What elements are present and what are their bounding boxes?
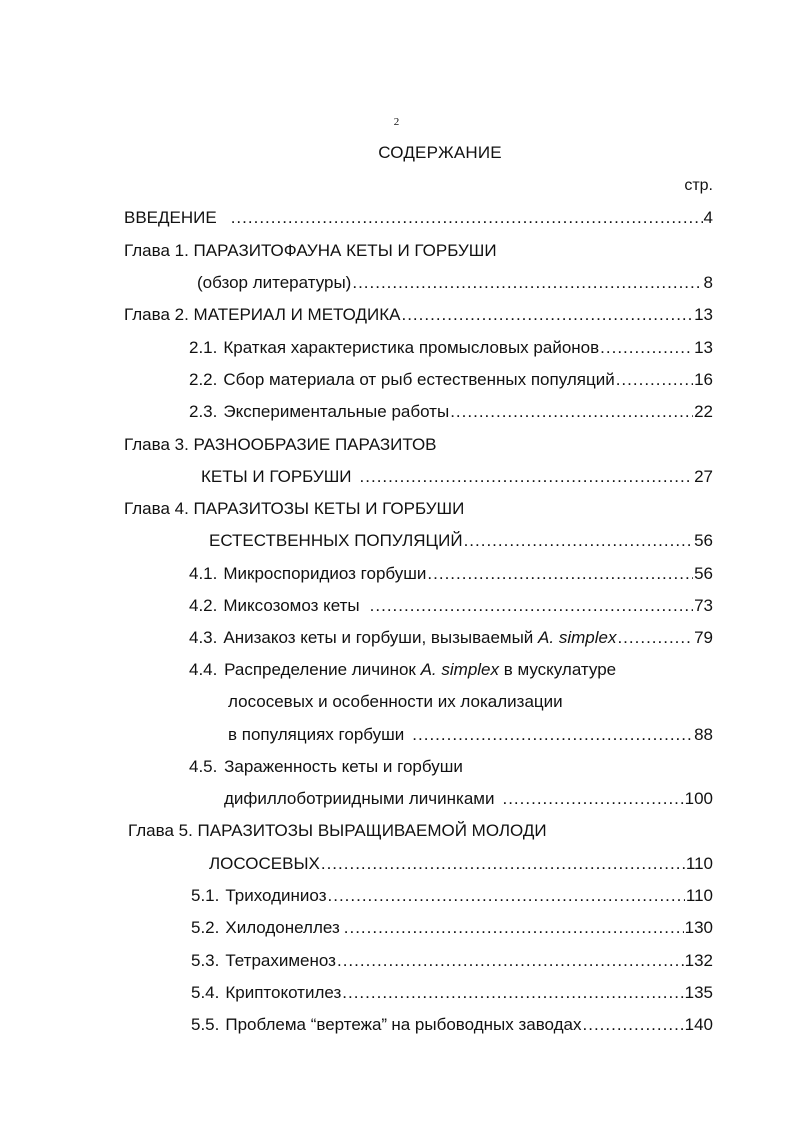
- toc-entry-page: 27: [694, 467, 713, 486]
- toc-entry-page: 130: [684, 918, 713, 937]
- toc-entry-page: 22: [694, 402, 713, 421]
- page-column-label: стр.: [684, 177, 713, 194]
- toc-entry-ch3-title: Глава 3. РАЗНООБРАЗИЕ ПАРАЗИТОВ: [124, 435, 437, 454]
- toc-entry-title: Экспериментальные работы: [223, 402, 450, 421]
- species-name: A. simplex: [538, 628, 617, 647]
- toc-entry-page: 132: [684, 951, 713, 970]
- toc-leader-dots: [502, 788, 683, 810]
- toc-entry-page: 16: [694, 370, 713, 389]
- toc-entry-5-4: [191, 982, 713, 1004]
- toc-entry-5-5: [191, 1014, 713, 1036]
- toc-entry-page: 4: [703, 208, 713, 227]
- toc-entry-title: Триходиниоз: [225, 886, 327, 905]
- toc-entry-2-3: [189, 401, 713, 423]
- toc-entry-title: в популяциях горбуши: [228, 725, 405, 744]
- toc-entry-number: 5.5.: [191, 1015, 220, 1034]
- toc-entry-number: 2.3.: [189, 402, 218, 421]
- toc-entry-page: 13: [694, 305, 713, 324]
- toc-leader-dots: [617, 627, 693, 649]
- toc-entry-title: дифиллоботриидными личинками: [224, 789, 495, 808]
- toc-entry-number: 2.2.: [189, 370, 218, 389]
- toc-leader-dots: [360, 466, 694, 488]
- toc-entry-page: 110: [685, 886, 713, 905]
- species-name: A. simplex: [420, 660, 500, 679]
- toc-entry-number: 5.2.: [191, 918, 220, 937]
- toc-entry-4-4-line3: [228, 724, 713, 746]
- toc-leader-dots: [370, 595, 693, 617]
- toc-entry-5-1: [191, 885, 713, 907]
- toc-entry-title: Криптокотилез: [225, 983, 342, 1002]
- toc-entry-page: 79: [694, 628, 713, 647]
- toc-entry-title: [223, 627, 616, 649]
- toc-entry-page: 100: [684, 789, 713, 808]
- toc-leader-dots: [328, 885, 685, 907]
- toc-leader-dots: [231, 207, 703, 229]
- page-title: СОДЕРЖАНИЕ: [378, 143, 502, 162]
- toc-entry-page: 73: [694, 596, 713, 615]
- toc-leader-dots: [427, 563, 693, 585]
- toc-entry-ch5-title: Глава 5. ПАРАЗИТОЗЫ ВЫРАЩИВАЕМОЙ МОЛОДИ: [128, 821, 547, 840]
- toc-entry-number: 4.1.: [189, 564, 218, 583]
- toc-entry-number: 5.3.: [191, 951, 220, 970]
- toc-entry-number: 4.4.: [189, 660, 218, 679]
- toc-entry-title: (обзор литературы): [197, 273, 352, 292]
- toc-entry-title: ВВЕДЕНИЕ: [124, 208, 217, 227]
- toc-entry-number: 5.4.: [191, 983, 220, 1002]
- toc-entry-title: Сбор материала от рыб естественных популяций: [223, 370, 615, 389]
- toc-entry-title: Микроспоридиоз горбуши: [223, 564, 427, 583]
- toc-entry-4-4-line2: лососевых и особенности их локализации: [228, 692, 563, 711]
- toc-entry-4-1: [189, 563, 713, 585]
- toc-entry-title: Краткая характеристика промысловых районов: [223, 338, 600, 357]
- toc-entry-5-2: [191, 917, 713, 939]
- toc-entry-4-5-line2: [224, 788, 713, 810]
- toc-entry-title: Тетрахименоз: [225, 951, 336, 970]
- toc-leader-dots: [321, 853, 685, 875]
- toc-leader-dots: [616, 369, 693, 391]
- toc-entry-ch4-title: Глава 4. ПАРАЗИТОЗЫ КЕТЫ И ГОРБУШИ: [124, 499, 465, 518]
- toc-entry-number: 4.2.: [189, 596, 218, 615]
- toc-entry-4-4-line1: [189, 659, 616, 681]
- toc-entry-page: 88: [694, 725, 713, 744]
- toc-leader-dots: [464, 530, 694, 552]
- toc-leader-dots: [401, 304, 693, 326]
- toc-entry-page: 140: [684, 1015, 713, 1034]
- toc-entry-title-a: Проблема “вертежа”: [225, 1015, 388, 1034]
- toc-entry-4-5-line1: [189, 756, 463, 778]
- toc-entry-ch4-cont: [209, 530, 713, 552]
- toc-entry-ch1-cont: [197, 272, 713, 294]
- toc-entry-number: 4.3.: [189, 628, 218, 647]
- toc-entry-page: 8: [703, 273, 713, 292]
- toc-entry-page: 135: [684, 983, 713, 1002]
- toc-entry-number: 5.1.: [191, 886, 220, 905]
- toc-entry-2-1: [189, 337, 713, 359]
- toc-entry-ch3-cont: [201, 466, 713, 488]
- toc-leader-dots: [344, 917, 684, 939]
- toc-entry-5-3: [191, 950, 713, 972]
- toc-entry-title: Хилодонеллез: [225, 918, 340, 937]
- toc-entry-title-text: в мускулатуре: [499, 660, 617, 679]
- toc-entry-4-2: [189, 595, 713, 617]
- toc-entry-page: 56: [694, 531, 713, 550]
- toc-leader-dots: [583, 1014, 684, 1036]
- toc-entry-ch2: [124, 304, 713, 326]
- toc-entry-title-text: Анизакоз кеты и горбуши, вызываемый: [223, 628, 539, 647]
- toc-leader-dots: [342, 982, 683, 1004]
- toc-entry-intro: [124, 207, 713, 229]
- toc-leader-dots: [450, 401, 693, 423]
- toc-entry-number: 2.1.: [189, 338, 218, 357]
- toc-entry-title: ЛОСОСЕВЫХ: [209, 854, 320, 873]
- toc-entry-title: Миксозомоз кеты: [223, 596, 360, 615]
- toc-leader-dots: [337, 950, 684, 972]
- toc-entry-ch1-title: Глава 1. ПАРАЗИТОФАУНА КЕТЫ И ГОРБУШИ: [124, 241, 497, 260]
- toc-entry-title-b: на рыбоводных заводах: [391, 1015, 582, 1034]
- toc-entry-title: Глава 2. МАТЕРИАЛ И МЕТОДИКА: [124, 305, 401, 324]
- toc-entry-title: КЕТЫ И ГОРБУШИ: [201, 467, 352, 486]
- toc-entry-ch5-cont: [209, 853, 713, 875]
- toc-entry-title: ЕСТЕСТВЕННЫХ ПОПУЛЯЦИЙ: [209, 531, 463, 550]
- toc-entry-page: 110: [685, 854, 713, 873]
- toc-leader-dots: [412, 724, 693, 746]
- toc-entry-page: 56: [694, 564, 713, 583]
- page-number: 2: [393, 116, 400, 128]
- toc-entry-2-2: [189, 369, 713, 391]
- toc-leader-dots: [600, 337, 693, 359]
- toc-entry-title-text: Распределение личинок: [224, 660, 421, 679]
- toc-leader-dots: [352, 272, 702, 294]
- toc-entry-page: 13: [694, 338, 713, 357]
- toc-entry-title: Зараженность кеты и горбуши: [224, 757, 463, 776]
- toc-entry-4-3: [189, 627, 713, 649]
- toc-entry-number: 4.5.: [189, 757, 218, 776]
